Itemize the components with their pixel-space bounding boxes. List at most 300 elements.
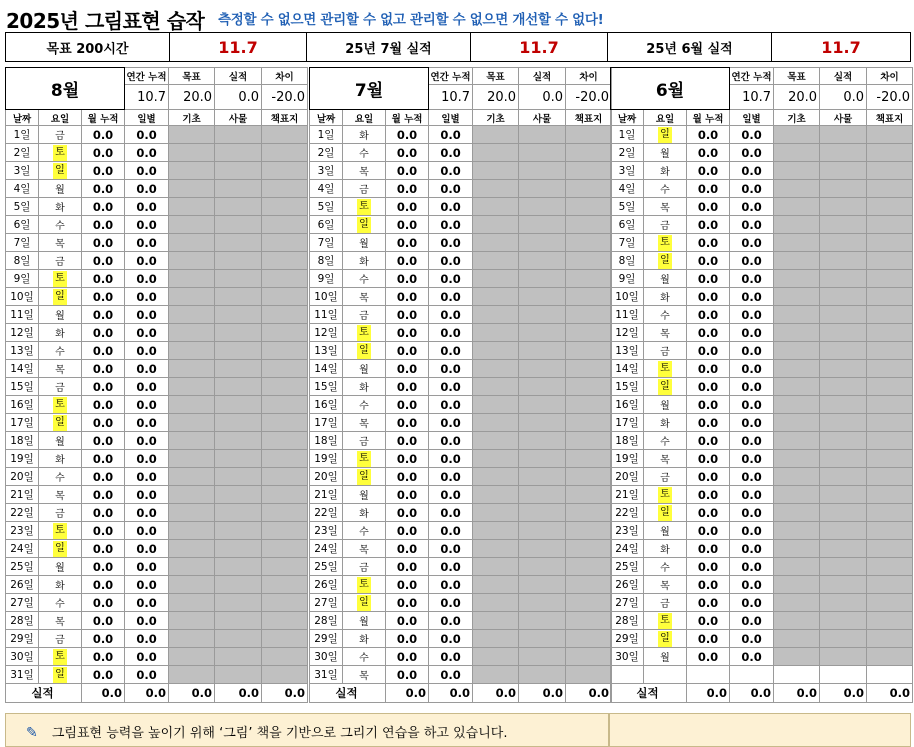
day-object-cell[interactable] xyxy=(820,396,867,414)
day-object-cell[interactable] xyxy=(820,126,867,144)
day-object-cell[interactable] xyxy=(215,450,262,468)
day-basic-cell[interactable] xyxy=(473,666,519,684)
day-basic-cell[interactable] xyxy=(473,126,519,144)
day-date: 21일 xyxy=(611,486,644,504)
day-book-cell[interactable] xyxy=(566,468,612,486)
day-object-cell[interactable] xyxy=(519,144,566,162)
day-basic-cell[interactable] xyxy=(169,324,215,342)
day-basic-cell[interactable] xyxy=(169,468,215,486)
day-basic-cell[interactable] xyxy=(774,162,820,180)
day-object-cell[interactable] xyxy=(820,540,867,558)
day-object-cell[interactable] xyxy=(215,198,262,216)
day-object-cell[interactable] xyxy=(215,270,262,288)
day-object-cell[interactable] xyxy=(519,378,566,396)
day-basic-cell[interactable] xyxy=(473,198,519,216)
day-object-cell[interactable] xyxy=(519,342,566,360)
day-basic-cell[interactable] xyxy=(774,504,820,522)
day-book-cell[interactable] xyxy=(262,594,308,612)
day-basic-cell[interactable] xyxy=(774,414,820,432)
day-book-cell[interactable] xyxy=(566,432,612,450)
day-daily: 0.0 xyxy=(125,594,169,612)
day-weekday: 월 xyxy=(39,306,82,324)
day-object-cell[interactable] xyxy=(820,144,867,162)
day-row xyxy=(310,666,612,684)
day-object-cell[interactable] xyxy=(215,414,262,432)
day-basic-cell[interactable] xyxy=(774,558,820,576)
day-object-cell[interactable] xyxy=(519,396,566,414)
day-book-cell[interactable] xyxy=(566,126,612,144)
day-object-cell[interactable] xyxy=(519,180,566,198)
day-basic-cell[interactable] xyxy=(169,234,215,252)
day-book-cell[interactable] xyxy=(566,234,612,252)
day-object-cell[interactable] xyxy=(215,396,262,414)
day-object-cell[interactable] xyxy=(215,126,262,144)
day-weekday: 금 xyxy=(644,216,687,234)
day-object-cell[interactable] xyxy=(519,324,566,342)
day-date: 7일 xyxy=(6,234,39,252)
day-book-cell[interactable] xyxy=(262,180,308,198)
day-book-cell[interactable] xyxy=(867,252,913,270)
day-book-cell[interactable] xyxy=(867,576,913,594)
day-book-cell[interactable] xyxy=(566,198,612,216)
day-object-cell[interactable] xyxy=(820,594,867,612)
day-book-cell[interactable] xyxy=(262,288,308,306)
day-book-cell[interactable] xyxy=(566,648,612,666)
day-basic-cell[interactable] xyxy=(774,648,820,666)
day-basic-cell[interactable] xyxy=(774,540,820,558)
day-daily: 0.0 xyxy=(730,468,774,486)
day-book-cell[interactable] xyxy=(566,360,612,378)
day-book-cell[interactable] xyxy=(262,306,308,324)
day-object-cell[interactable] xyxy=(215,360,262,378)
day-basic-cell[interactable] xyxy=(774,324,820,342)
day-book-cell[interactable] xyxy=(262,126,308,144)
day-book-cell[interactable] xyxy=(262,360,308,378)
day-object-cell[interactable] xyxy=(215,252,262,270)
day-book-cell[interactable] xyxy=(262,216,308,234)
day-book-cell[interactable] xyxy=(566,324,612,342)
day-book-cell[interactable] xyxy=(262,468,308,486)
day-basic-cell[interactable] xyxy=(473,450,519,468)
day-object-cell[interactable] xyxy=(820,558,867,576)
day-book-cell[interactable] xyxy=(867,612,913,630)
day-book-cell[interactable] xyxy=(867,396,913,414)
day-object-cell[interactable] xyxy=(519,666,566,684)
day-object-cell[interactable] xyxy=(215,630,262,648)
day-book-cell[interactable] xyxy=(566,414,612,432)
day-book-cell[interactable] xyxy=(566,252,612,270)
day-basic-cell[interactable] xyxy=(473,180,519,198)
day-object-cell[interactable] xyxy=(820,522,867,540)
day-object-cell[interactable] xyxy=(215,324,262,342)
day-basic-cell[interactable] xyxy=(774,270,820,288)
day-object-cell[interactable] xyxy=(519,234,566,252)
day-book-cell[interactable] xyxy=(867,162,913,180)
day-book-cell[interactable] xyxy=(262,162,308,180)
day-book-cell[interactable] xyxy=(566,396,612,414)
day-book-cell[interactable] xyxy=(566,612,612,630)
day-book-cell[interactable] xyxy=(867,324,913,342)
day-object-cell[interactable] xyxy=(519,576,566,594)
day-daily: 0.0 xyxy=(125,486,169,504)
day-monthly: 0.0 xyxy=(386,306,429,324)
day-basic-cell[interactable] xyxy=(169,288,215,306)
day-basic-cell[interactable] xyxy=(169,216,215,234)
day-basic-cell[interactable] xyxy=(774,288,820,306)
day-book-cell[interactable] xyxy=(867,594,913,612)
day-object-cell[interactable] xyxy=(215,612,262,630)
day-basic-cell[interactable] xyxy=(473,360,519,378)
day-basic-cell[interactable] xyxy=(169,504,215,522)
day-book-cell[interactable] xyxy=(262,324,308,342)
day-object-cell[interactable] xyxy=(519,432,566,450)
day-book-cell[interactable] xyxy=(262,252,308,270)
day-book-cell[interactable] xyxy=(867,198,913,216)
day-book-cell[interactable] xyxy=(867,378,913,396)
day-basic-cell[interactable] xyxy=(774,630,820,648)
day-book-cell[interactable] xyxy=(566,486,612,504)
day-object-cell[interactable] xyxy=(820,306,867,324)
day-book-cell[interactable] xyxy=(262,342,308,360)
day-book-cell[interactable] xyxy=(262,486,308,504)
day-basic-cell[interactable] xyxy=(473,432,519,450)
day-book-cell[interactable] xyxy=(867,414,913,432)
day-basic-cell[interactable] xyxy=(473,324,519,342)
day-object-cell[interactable] xyxy=(820,486,867,504)
day-monthly: 0.0 xyxy=(82,270,125,288)
day-basic-cell[interactable] xyxy=(169,432,215,450)
day-book-cell[interactable] xyxy=(262,558,308,576)
day-object-cell[interactable] xyxy=(519,558,566,576)
day-book-cell[interactable] xyxy=(867,648,913,666)
month-panel xyxy=(5,67,308,703)
day-book-cell[interactable] xyxy=(566,288,612,306)
day-object-cell[interactable] xyxy=(215,306,262,324)
day-object-cell[interactable] xyxy=(820,198,867,216)
day-object-cell[interactable] xyxy=(519,450,566,468)
day-object-cell[interactable] xyxy=(215,666,262,684)
day-book-cell[interactable] xyxy=(262,504,308,522)
day-basic-cell[interactable] xyxy=(473,216,519,234)
day-book-cell[interactable] xyxy=(262,144,308,162)
day-basic-cell[interactable] xyxy=(169,342,215,360)
day-object-cell[interactable] xyxy=(215,594,262,612)
day-object-cell[interactable] xyxy=(215,648,262,666)
day-book-cell[interactable] xyxy=(867,432,913,450)
day-object-cell[interactable] xyxy=(215,504,262,522)
day-book-cell[interactable] xyxy=(867,468,913,486)
day-book-cell[interactable] xyxy=(566,630,612,648)
day-basic-cell[interactable] xyxy=(774,342,820,360)
day-object-cell[interactable] xyxy=(820,342,867,360)
day-basic-cell[interactable] xyxy=(169,450,215,468)
day-basic-cell[interactable] xyxy=(774,468,820,486)
day-basic-cell[interactable] xyxy=(774,594,820,612)
day-object-cell[interactable] xyxy=(820,612,867,630)
day-object-cell[interactable] xyxy=(820,360,867,378)
day-basic-cell[interactable] xyxy=(774,198,820,216)
day-object-cell[interactable] xyxy=(820,576,867,594)
day-basic-cell[interactable] xyxy=(473,648,519,666)
day-object-cell[interactable] xyxy=(820,234,867,252)
day-book-cell[interactable] xyxy=(867,144,913,162)
day-object-cell[interactable] xyxy=(215,216,262,234)
day-book-cell[interactable] xyxy=(262,270,308,288)
day-object-cell[interactable] xyxy=(519,414,566,432)
day-object-cell[interactable] xyxy=(519,468,566,486)
day-daily: 0.0 xyxy=(125,522,169,540)
day-book-cell[interactable] xyxy=(867,522,913,540)
day-book-cell[interactable] xyxy=(566,180,612,198)
day-object-cell[interactable] xyxy=(519,486,566,504)
day-book-cell[interactable] xyxy=(867,540,913,558)
day-book-cell[interactable] xyxy=(262,540,308,558)
day-basic-cell[interactable] xyxy=(473,630,519,648)
day-object-cell[interactable] xyxy=(820,648,867,666)
day-book-cell[interactable] xyxy=(262,522,308,540)
day-book-cell[interactable] xyxy=(867,450,913,468)
day-basic-cell[interactable] xyxy=(473,234,519,252)
day-basic-cell[interactable] xyxy=(169,306,215,324)
day-date: 27일 xyxy=(611,594,644,612)
day-book-cell[interactable] xyxy=(867,234,913,252)
day-book-cell[interactable] xyxy=(566,342,612,360)
day-object-cell[interactable] xyxy=(820,378,867,396)
day-object-cell[interactable] xyxy=(215,558,262,576)
day-object-cell[interactable] xyxy=(820,162,867,180)
day-object-cell[interactable] xyxy=(820,630,867,648)
day-basic-cell[interactable] xyxy=(774,378,820,396)
day-book-cell[interactable] xyxy=(867,360,913,378)
day-book-cell[interactable] xyxy=(867,486,913,504)
day-object-cell[interactable] xyxy=(215,486,262,504)
day-basic-cell[interactable] xyxy=(473,252,519,270)
day-book-cell[interactable] xyxy=(262,378,308,396)
day-basic-cell[interactable] xyxy=(169,540,215,558)
day-book-cell[interactable] xyxy=(262,450,308,468)
day-object-cell[interactable] xyxy=(519,630,566,648)
day-basic-cell[interactable] xyxy=(169,648,215,666)
day-basic-cell[interactable] xyxy=(473,144,519,162)
day-basic-cell[interactable] xyxy=(473,594,519,612)
day-object-cell[interactable] xyxy=(519,594,566,612)
day-basic-cell[interactable] xyxy=(473,522,519,540)
day-book-cell[interactable] xyxy=(566,522,612,540)
day-book-cell[interactable] xyxy=(262,648,308,666)
day-object-cell[interactable] xyxy=(820,450,867,468)
day-book-cell[interactable] xyxy=(262,414,308,432)
day-basic-cell[interactable] xyxy=(473,288,519,306)
day-object-cell[interactable] xyxy=(215,540,262,558)
day-book-cell[interactable] xyxy=(262,396,308,414)
day-object-cell[interactable] xyxy=(519,252,566,270)
day-basic-cell[interactable] xyxy=(774,576,820,594)
day-object-cell[interactable] xyxy=(215,180,262,198)
day-book-cell[interactable] xyxy=(867,342,913,360)
day-object-cell[interactable] xyxy=(519,504,566,522)
day-book-cell[interactable] xyxy=(566,216,612,234)
day-basic-cell[interactable] xyxy=(169,630,215,648)
day-object-cell[interactable] xyxy=(820,216,867,234)
day-basic-cell[interactable] xyxy=(473,378,519,396)
day-object-cell[interactable] xyxy=(215,342,262,360)
day-daily: 0.0 xyxy=(730,576,774,594)
day-basic-cell[interactable] xyxy=(169,270,215,288)
day-book-cell[interactable] xyxy=(262,630,308,648)
day-basic-cell[interactable] xyxy=(473,162,519,180)
day-book-cell[interactable] xyxy=(867,504,913,522)
day-basic-cell[interactable] xyxy=(169,198,215,216)
day-book-cell[interactable] xyxy=(566,576,612,594)
day-book-cell[interactable] xyxy=(262,576,308,594)
day-daily: 0.0 xyxy=(429,666,473,684)
day-object-cell[interactable] xyxy=(215,234,262,252)
day-basic-cell[interactable] xyxy=(169,594,215,612)
day-object-cell[interactable] xyxy=(820,288,867,306)
day-basic-cell[interactable] xyxy=(169,576,215,594)
day-object-cell[interactable] xyxy=(215,162,262,180)
day-basic-cell[interactable] xyxy=(169,612,215,630)
day-book-cell[interactable] xyxy=(262,612,308,630)
day-object-cell[interactable] xyxy=(820,252,867,270)
day-object-cell[interactable] xyxy=(519,288,566,306)
day-object-cell[interactable] xyxy=(519,612,566,630)
day-basic-cell[interactable] xyxy=(169,558,215,576)
day-basic-cell[interactable] xyxy=(169,360,215,378)
day-basic-cell[interactable] xyxy=(169,396,215,414)
day-book-cell[interactable] xyxy=(566,558,612,576)
day-book-cell[interactable] xyxy=(566,306,612,324)
day-book-cell[interactable] xyxy=(262,666,308,684)
day-basic-cell[interactable] xyxy=(473,558,519,576)
day-basic-cell[interactable] xyxy=(473,414,519,432)
day-basic-cell[interactable] xyxy=(473,576,519,594)
day-daily: 0.0 xyxy=(730,198,774,216)
day-basic-cell[interactable] xyxy=(774,486,820,504)
day-basic-cell[interactable] xyxy=(774,252,820,270)
day-book-cell[interactable] xyxy=(566,378,612,396)
day-object-cell[interactable] xyxy=(820,324,867,342)
day-row xyxy=(611,432,913,450)
day-basic-cell[interactable] xyxy=(473,540,519,558)
day-object-cell[interactable] xyxy=(820,468,867,486)
day-basic-cell[interactable] xyxy=(774,126,820,144)
day-basic-cell[interactable] xyxy=(473,486,519,504)
day-daily: 0.0 xyxy=(730,558,774,576)
day-basic-cell[interactable] xyxy=(774,216,820,234)
day-basic-cell[interactable] xyxy=(169,180,215,198)
day-object-cell[interactable] xyxy=(215,576,262,594)
day-basic-cell[interactable] xyxy=(169,126,215,144)
day-basic-cell[interactable] xyxy=(169,522,215,540)
day-book-cell[interactable] xyxy=(262,234,308,252)
day-basic-cell[interactable] xyxy=(169,252,215,270)
day-basic-cell[interactable] xyxy=(169,486,215,504)
day-object-cell[interactable] xyxy=(519,522,566,540)
day-object-cell[interactable] xyxy=(519,306,566,324)
day-object-cell[interactable] xyxy=(820,504,867,522)
day-book-cell[interactable] xyxy=(566,270,612,288)
day-daily: 0.0 xyxy=(730,648,774,666)
day-object-cell[interactable] xyxy=(519,198,566,216)
day-object-cell[interactable] xyxy=(519,360,566,378)
day-book-cell[interactable] xyxy=(867,306,913,324)
day-book-cell[interactable] xyxy=(867,126,913,144)
day-object-cell[interactable] xyxy=(519,270,566,288)
day-book-cell[interactable] xyxy=(867,288,913,306)
day-basic-cell[interactable] xyxy=(473,306,519,324)
day-book-cell[interactable] xyxy=(262,432,308,450)
day-basic-cell[interactable] xyxy=(774,306,820,324)
day-book-cell[interactable] xyxy=(262,198,308,216)
day-object-cell[interactable] xyxy=(215,522,262,540)
day-basic-cell[interactable] xyxy=(473,504,519,522)
day-book-cell[interactable] xyxy=(566,162,612,180)
day-book-cell[interactable] xyxy=(867,180,913,198)
day-object-cell[interactable] xyxy=(519,162,566,180)
day-weekday: 목 xyxy=(39,612,82,630)
day-basic-cell[interactable] xyxy=(774,234,820,252)
day-weekday: 수 xyxy=(343,144,386,162)
day-basic-cell[interactable] xyxy=(774,432,820,450)
day-basic-cell[interactable] xyxy=(473,612,519,630)
day-basic-cell[interactable] xyxy=(774,396,820,414)
day-object-cell[interactable] xyxy=(215,288,262,306)
day-object-cell[interactable] xyxy=(519,216,566,234)
day-book-cell[interactable] xyxy=(867,270,913,288)
day-basic-cell[interactable] xyxy=(473,342,519,360)
day-daily: 0.0 xyxy=(429,648,473,666)
day-book-cell[interactable] xyxy=(566,594,612,612)
day-object-cell[interactable] xyxy=(215,468,262,486)
day-basic-cell[interactable] xyxy=(473,468,519,486)
day-object-cell[interactable] xyxy=(820,432,867,450)
day-object-cell[interactable] xyxy=(820,270,867,288)
day-basic-cell[interactable] xyxy=(473,396,519,414)
day-object-cell[interactable] xyxy=(519,540,566,558)
day-basic-cell[interactable] xyxy=(169,162,215,180)
day-object-cell[interactable] xyxy=(820,414,867,432)
day-basic-cell[interactable] xyxy=(169,414,215,432)
day-basic-cell[interactable] xyxy=(774,612,820,630)
day-basic-cell[interactable] xyxy=(169,144,215,162)
day-object-cell[interactable] xyxy=(215,432,262,450)
day-basic-cell[interactable] xyxy=(169,378,215,396)
day-book-cell[interactable] xyxy=(566,450,612,468)
day-object-cell[interactable] xyxy=(820,180,867,198)
day-book-cell[interactable] xyxy=(867,216,913,234)
day-book-cell[interactable] xyxy=(566,666,612,684)
day-book-cell[interactable] xyxy=(867,558,913,576)
day-basic-cell[interactable] xyxy=(774,360,820,378)
day-book-cell[interactable] xyxy=(566,540,612,558)
day-weekday: 수 xyxy=(343,522,386,540)
day-basic-cell[interactable] xyxy=(774,450,820,468)
day-basic-cell[interactable] xyxy=(473,270,519,288)
day-book-cell[interactable] xyxy=(867,630,913,648)
day-object-cell[interactable] xyxy=(519,648,566,666)
day-book-cell[interactable] xyxy=(566,144,612,162)
day-basic-cell[interactable] xyxy=(774,180,820,198)
day-object-cell[interactable] xyxy=(215,378,262,396)
day-basic-cell[interactable] xyxy=(169,666,215,684)
day-monthly: 0.0 xyxy=(82,360,125,378)
day-object-cell[interactable] xyxy=(215,144,262,162)
day-object-cell[interactable] xyxy=(519,126,566,144)
day-book-cell[interactable] xyxy=(566,504,612,522)
day-basic-cell[interactable] xyxy=(774,144,820,162)
day-basic-cell[interactable] xyxy=(774,522,820,540)
